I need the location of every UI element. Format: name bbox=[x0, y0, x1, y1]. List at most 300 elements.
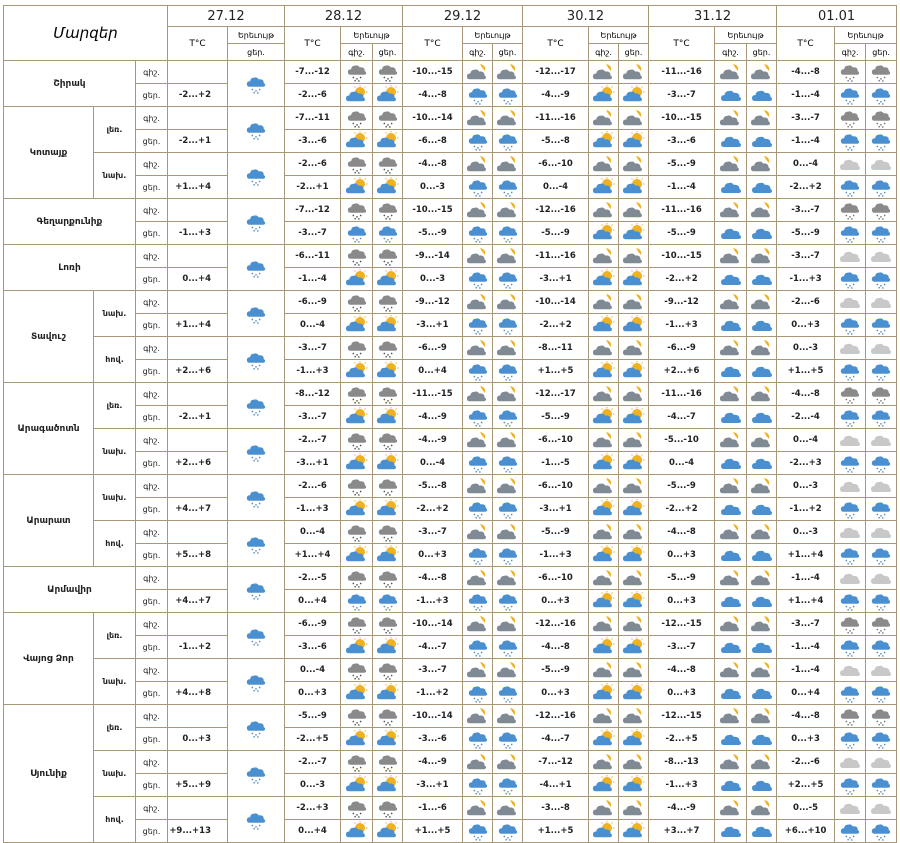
snow-cloud-icon bbox=[866, 498, 896, 520]
snow-cloud-icon bbox=[493, 176, 522, 198]
cloudy-snow-icon bbox=[373, 613, 402, 635]
weather-icon-cell bbox=[747, 751, 777, 774]
moon-cloud-icon bbox=[589, 154, 618, 174]
weather-icon-cell bbox=[866, 314, 897, 337]
temp-range: -4...-7 bbox=[403, 636, 463, 659]
phenomena-header: Երեւույթ bbox=[463, 27, 523, 44]
cloudy-snow-icon bbox=[341, 107, 372, 129]
moon-cloud-icon bbox=[589, 384, 618, 404]
snow-cloud-icon bbox=[463, 820, 492, 842]
table-row bbox=[4, 429, 897, 452]
weather-icon-cell bbox=[589, 636, 619, 659]
temp-range: +2...+6 bbox=[168, 452, 228, 475]
cloudy-snow-icon bbox=[341, 659, 372, 681]
weather-icon-cell bbox=[493, 544, 523, 567]
weather-icon-cell bbox=[373, 107, 403, 130]
sun-cloud-icon bbox=[373, 453, 402, 473]
weather-icon-cell bbox=[228, 291, 285, 337]
snow-cloud-icon bbox=[835, 774, 865, 796]
snow-cloud-icon bbox=[463, 452, 492, 474]
weather-icon-cell bbox=[493, 521, 523, 544]
night-subheader: գիշ. bbox=[835, 44, 866, 61]
region-name: Վայոց Ձոր bbox=[4, 613, 94, 705]
temp-range: -4...-8 bbox=[649, 521, 715, 544]
temp-range: -3...+1 bbox=[523, 268, 589, 291]
temp-range: -3...-7 bbox=[777, 245, 835, 268]
weather-icon-cell bbox=[866, 751, 897, 774]
region-name: Արագածոտն bbox=[4, 383, 94, 475]
sun-cloud-icon bbox=[341, 361, 372, 381]
moon-cloud-icon bbox=[463, 614, 492, 634]
moon-cloud-icon bbox=[463, 62, 492, 82]
moon-cloud-icon bbox=[619, 614, 648, 634]
temp-range: -6...-10 bbox=[523, 475, 589, 498]
weather-icon-cell bbox=[747, 498, 777, 521]
cloudy-snow-icon bbox=[341, 521, 372, 543]
blue-cloud-icon bbox=[715, 683, 746, 703]
temp-range bbox=[168, 245, 228, 268]
blue-cloud-icon bbox=[715, 85, 746, 105]
weather-icon-cell bbox=[835, 820, 866, 843]
regions-header: Մարզեր bbox=[4, 6, 168, 61]
moon-cloud-icon bbox=[715, 660, 746, 680]
weather-icon-cell bbox=[619, 176, 649, 199]
temp-range: -1...-4 bbox=[777, 636, 835, 659]
temp-range: -6...-10 bbox=[523, 429, 589, 452]
weather-icon-cell bbox=[341, 245, 373, 268]
weather-icon-cell bbox=[866, 245, 897, 268]
temp-range: -1...+3 bbox=[285, 498, 341, 521]
weather-icon-cell bbox=[373, 61, 403, 84]
moon-cloud-icon bbox=[463, 568, 492, 588]
sun-cloud-icon bbox=[373, 315, 402, 335]
temp-range: +1...+5 bbox=[777, 360, 835, 383]
weather-icon-cell bbox=[373, 567, 403, 590]
temp-range: -12...-16 bbox=[523, 613, 589, 636]
temp-range: -3...-7 bbox=[285, 337, 341, 360]
weather-icon-cell bbox=[228, 199, 285, 245]
weather-icon-cell bbox=[341, 475, 373, 498]
weather-icon-cell bbox=[715, 314, 747, 337]
weather-icon-cell bbox=[715, 337, 747, 360]
snow-cloud-icon bbox=[835, 452, 865, 474]
zone-label: լեռ. bbox=[94, 383, 136, 429]
temp-range: -5...-9 bbox=[649, 222, 715, 245]
weather-icon-cell bbox=[589, 383, 619, 406]
blue-cloud-icon bbox=[715, 177, 746, 197]
weather-icon-cell bbox=[228, 107, 285, 153]
blue-cloud-icon bbox=[747, 545, 776, 565]
moon-cloud-icon bbox=[747, 476, 776, 496]
night-subheader: գիշ. bbox=[589, 44, 619, 61]
cloudy-snow-icon bbox=[373, 291, 402, 313]
time-of-day: ցեր. bbox=[136, 130, 168, 153]
moon-cloud-icon bbox=[747, 108, 776, 128]
sun-cloud-icon bbox=[619, 177, 648, 197]
weather-icon-cell bbox=[463, 130, 493, 153]
moon-cloud-icon bbox=[493, 752, 522, 772]
weather-icon-cell bbox=[747, 682, 777, 705]
temp-range: -6...-9 bbox=[403, 337, 463, 360]
temp-range: -2...+5 bbox=[285, 728, 341, 751]
moon-cloud-icon bbox=[747, 798, 776, 818]
temp-range: -3...+1 bbox=[403, 314, 463, 337]
temp-range: -12...-15 bbox=[649, 705, 715, 728]
snow-cloud-icon bbox=[463, 498, 492, 520]
weather-icon-cell bbox=[619, 107, 649, 130]
region-name: Կոտայք bbox=[4, 107, 94, 199]
sun-cloud-icon bbox=[373, 499, 402, 519]
weather-icon-cell bbox=[747, 176, 777, 199]
weather-icon-cell bbox=[493, 475, 523, 498]
temp-range: -2...+2 bbox=[777, 176, 835, 199]
moon-cloud-icon bbox=[493, 614, 522, 634]
weather-icon-cell bbox=[493, 728, 523, 751]
temp-range: -5...-8 bbox=[403, 475, 463, 498]
weather-icon-cell bbox=[619, 452, 649, 475]
moon-cloud-icon bbox=[589, 62, 618, 82]
weather-icon-cell bbox=[835, 360, 866, 383]
moon-cloud-icon bbox=[493, 798, 522, 818]
temp-range: 0...-4 bbox=[285, 521, 341, 544]
sun-cloud-icon bbox=[589, 315, 618, 335]
weather-icon-cell bbox=[493, 429, 523, 452]
moon-cloud-icon bbox=[715, 200, 746, 220]
weather-icon-cell bbox=[835, 682, 866, 705]
weather-icon-cell bbox=[747, 130, 777, 153]
temp-range: -3...-7 bbox=[285, 222, 341, 245]
weather-icon-cell bbox=[835, 84, 866, 107]
weather-icon-cell bbox=[747, 337, 777, 360]
zone-label: հով. bbox=[94, 797, 136, 843]
time-of-day: գիշ. bbox=[136, 613, 168, 636]
temp-range: -1...-4 bbox=[777, 130, 835, 153]
weather-icon-cell bbox=[341, 774, 373, 797]
weather-icon-cell bbox=[589, 613, 619, 636]
temp-range: -3...-7 bbox=[403, 659, 463, 682]
weather-icon-cell bbox=[493, 452, 523, 475]
temp-range: 0...+3 bbox=[168, 728, 228, 751]
snow-cloud-icon bbox=[463, 84, 492, 106]
weather-icon-cell bbox=[715, 636, 747, 659]
weather-icon-cell bbox=[866, 636, 897, 659]
sun-cloud-icon bbox=[619, 85, 648, 105]
time-of-day: գիշ. bbox=[136, 337, 168, 360]
time-of-day: ցեր. bbox=[136, 728, 168, 751]
moon-cloud-icon bbox=[463, 292, 492, 312]
snow-cloud-icon bbox=[463, 130, 492, 152]
zone-label: հով. bbox=[94, 521, 136, 567]
temp-range: -10...-15 bbox=[649, 107, 715, 130]
table-row bbox=[4, 774, 897, 797]
temp-range: -3...-6 bbox=[285, 636, 341, 659]
blue-cloud-icon bbox=[747, 453, 776, 473]
moon-cloud-icon bbox=[715, 338, 746, 358]
moon-cloud-icon bbox=[619, 522, 648, 542]
snow-cloud-icon bbox=[228, 763, 284, 785]
sun-cloud-icon bbox=[341, 545, 372, 565]
weather-icon-cell bbox=[463, 406, 493, 429]
sun-cloud-icon bbox=[373, 683, 402, 703]
date-header: 30.12 bbox=[523, 6, 649, 27]
region-name: Տավուշ bbox=[4, 291, 94, 383]
temp-range: 0...+3 bbox=[777, 728, 835, 751]
region-name: Լոռի bbox=[4, 245, 136, 291]
snow-cloud-icon bbox=[373, 222, 402, 244]
moon-cloud-icon bbox=[747, 568, 776, 588]
sun-cloud-icon bbox=[589, 85, 618, 105]
weather-icon-cell bbox=[619, 659, 649, 682]
weather-icon-cell bbox=[715, 567, 747, 590]
temp-range: -6...-10 bbox=[523, 153, 589, 176]
table-row bbox=[4, 636, 897, 659]
haze-moon-icon bbox=[835, 292, 865, 312]
weather-icon-cell bbox=[373, 728, 403, 751]
snow-cloud-icon bbox=[341, 590, 372, 612]
snow-cloud-icon bbox=[228, 717, 284, 739]
snow-cloud-icon bbox=[493, 84, 522, 106]
weather-icon-cell bbox=[373, 314, 403, 337]
sun-cloud-icon bbox=[589, 545, 618, 565]
temp-range: +1...+4 bbox=[777, 544, 835, 567]
weather-icon-cell bbox=[715, 705, 747, 728]
temp-range bbox=[168, 107, 228, 130]
temp-range: 0...+3 bbox=[403, 544, 463, 567]
weather-icon-cell bbox=[493, 498, 523, 521]
weather-icon-cell bbox=[493, 682, 523, 705]
weather-icon-cell bbox=[341, 153, 373, 176]
temp-range: 0...+4 bbox=[168, 268, 228, 291]
snow-cloud-icon bbox=[866, 84, 896, 106]
snow-cloud-icon bbox=[866, 728, 896, 750]
weather-icon-cell bbox=[835, 567, 866, 590]
cloudy-snow-icon bbox=[373, 751, 402, 773]
temp-range: +1...+5 bbox=[523, 360, 589, 383]
temp-header: T°C bbox=[649, 27, 715, 61]
weather-icon-cell bbox=[715, 659, 747, 682]
moon-cloud-icon bbox=[747, 522, 776, 542]
weather-icon-cell bbox=[341, 222, 373, 245]
moon-cloud-icon bbox=[715, 522, 746, 542]
temp-range bbox=[168, 751, 228, 774]
temp-range: -9...-12 bbox=[649, 291, 715, 314]
weather-icon-cell bbox=[619, 820, 649, 843]
date-header: 29.12 bbox=[403, 6, 523, 27]
snow-cloud-icon bbox=[341, 222, 372, 244]
weather-icon-cell bbox=[715, 452, 747, 475]
moon-cloud-icon bbox=[715, 568, 746, 588]
weather-icon-cell bbox=[747, 590, 777, 613]
weather-icon-cell bbox=[463, 245, 493, 268]
weather-icon-cell bbox=[589, 199, 619, 222]
weather-icon-cell bbox=[835, 61, 866, 84]
moon-cloud-icon bbox=[493, 568, 522, 588]
time-of-day: ցեր. bbox=[136, 314, 168, 337]
weather-icon-cell bbox=[619, 567, 649, 590]
grey-cloud-icon bbox=[835, 61, 865, 83]
snow-cloud-icon bbox=[835, 176, 865, 198]
cloudy-snow-icon bbox=[341, 475, 372, 497]
snow-cloud-icon bbox=[463, 682, 492, 704]
weather-icon-cell bbox=[715, 774, 747, 797]
temp-range: -3...-7 bbox=[403, 521, 463, 544]
table-row bbox=[4, 130, 897, 153]
weather-icon-cell bbox=[589, 291, 619, 314]
moon-cloud-icon bbox=[619, 798, 648, 818]
blue-cloud-icon bbox=[715, 407, 746, 427]
haze-moon-icon bbox=[866, 246, 896, 266]
weather-icon-cell bbox=[373, 268, 403, 291]
snow-cloud-icon bbox=[463, 728, 492, 750]
weather-icon-cell bbox=[373, 590, 403, 613]
weather-icon-cell bbox=[341, 590, 373, 613]
time-of-day: ցեր. bbox=[136, 222, 168, 245]
weather-icon-cell bbox=[866, 498, 897, 521]
temp-range: -1...+3 bbox=[285, 360, 341, 383]
sun-cloud-icon bbox=[619, 131, 648, 151]
moon-cloud-icon bbox=[715, 108, 746, 128]
cloudy-snow-icon bbox=[341, 751, 372, 773]
sun-cloud-icon bbox=[619, 499, 648, 519]
cloudy-snow-icon bbox=[341, 337, 372, 359]
date-header: 27.12 bbox=[168, 6, 285, 27]
time-of-day: ցեր. bbox=[136, 682, 168, 705]
temp-range: -1...-5 bbox=[523, 452, 589, 475]
temp-header: T°C bbox=[285, 27, 341, 61]
moon-cloud-icon bbox=[619, 752, 648, 772]
sun-cloud-icon bbox=[589, 361, 618, 381]
sun-cloud-icon bbox=[589, 499, 618, 519]
temp-range bbox=[168, 429, 228, 452]
weather-icon-cell bbox=[463, 268, 493, 291]
snow-cloud-icon bbox=[835, 130, 865, 152]
sun-cloud-icon bbox=[619, 315, 648, 335]
moon-cloud-icon bbox=[493, 706, 522, 726]
blue-cloud-icon bbox=[747, 407, 776, 427]
cloudy-snow-icon bbox=[341, 61, 372, 83]
weather-icon-cell bbox=[866, 199, 897, 222]
weather-icon-cell bbox=[866, 820, 897, 843]
time-of-day: գիշ. bbox=[136, 107, 168, 130]
moon-cloud-icon bbox=[463, 108, 492, 128]
weather-icon-cell bbox=[463, 567, 493, 590]
weather-icon-cell bbox=[463, 751, 493, 774]
temp-range: -9...-12 bbox=[403, 291, 463, 314]
temp-range bbox=[168, 521, 228, 544]
temp-range: -7...-12 bbox=[285, 61, 341, 84]
blue-cloud-icon bbox=[715, 499, 746, 519]
weather-icon-cell bbox=[747, 61, 777, 84]
weather-icon-cell bbox=[463, 291, 493, 314]
weather-icon-cell bbox=[866, 452, 897, 475]
weather-icon-cell bbox=[835, 337, 866, 360]
sun-cloud-icon bbox=[373, 407, 402, 427]
time-of-day: ցեր. bbox=[136, 406, 168, 429]
day-subheader: ցեր. bbox=[493, 44, 523, 61]
table-row bbox=[4, 314, 897, 337]
weather-icon-cell bbox=[715, 268, 747, 291]
weather-icon-cell bbox=[747, 268, 777, 291]
weather-icon-cell bbox=[341, 613, 373, 636]
table-row bbox=[4, 107, 897, 130]
snow-cloud-icon bbox=[866, 452, 896, 474]
weather-icon-cell bbox=[463, 797, 493, 820]
weather-icon-cell bbox=[463, 659, 493, 682]
snow-cloud-icon bbox=[493, 498, 522, 520]
sun-cloud-icon bbox=[341, 315, 372, 335]
snow-cloud-icon bbox=[835, 728, 865, 750]
haze-moon-icon bbox=[835, 568, 865, 588]
weather-icon-cell bbox=[228, 245, 285, 291]
temp-range: +1...+5 bbox=[523, 820, 589, 843]
temp-range: 0...+3 bbox=[523, 682, 589, 705]
weather-icon-cell bbox=[589, 153, 619, 176]
sun-cloud-icon bbox=[341, 177, 372, 197]
temp-header: T°C bbox=[168, 27, 228, 61]
temp-range: -11...-16 bbox=[649, 383, 715, 406]
moon-cloud-icon bbox=[715, 154, 746, 174]
table-row bbox=[4, 820, 897, 843]
time-of-day: ցեր. bbox=[136, 544, 168, 567]
weather-icon-cell bbox=[228, 61, 285, 107]
haze-moon-icon bbox=[866, 430, 896, 450]
temp-range: -11...-16 bbox=[523, 107, 589, 130]
snow-cloud-icon bbox=[493, 360, 522, 382]
temp-range: -5...-9 bbox=[403, 222, 463, 245]
grey-cloud-icon bbox=[866, 383, 896, 405]
weather-icon-cell bbox=[589, 268, 619, 291]
weather-icon-cell bbox=[341, 751, 373, 774]
weather-icon-cell bbox=[589, 682, 619, 705]
cloudy-snow-icon bbox=[341, 245, 372, 267]
weather-icon-cell bbox=[228, 705, 285, 751]
time-of-day: գիշ. bbox=[136, 245, 168, 268]
table-row bbox=[4, 567, 897, 590]
weather-icon-cell bbox=[341, 682, 373, 705]
weather-icon-cell bbox=[341, 636, 373, 659]
table-row bbox=[4, 590, 897, 613]
weather-icon-cell bbox=[619, 360, 649, 383]
table-row bbox=[4, 452, 897, 475]
temp-range: -2...-6 bbox=[777, 291, 835, 314]
weather-icon-cell bbox=[619, 751, 649, 774]
haze-moon-icon bbox=[835, 522, 865, 542]
weather-icon-cell bbox=[747, 84, 777, 107]
weather-icon-cell bbox=[493, 567, 523, 590]
weather-icon-cell bbox=[341, 406, 373, 429]
weather-icon-cell bbox=[341, 820, 373, 843]
blue-cloud-icon bbox=[715, 591, 746, 611]
weather-icon-cell bbox=[747, 406, 777, 429]
weather-icon-cell bbox=[715, 153, 747, 176]
blue-cloud-icon bbox=[747, 269, 776, 289]
temp-range bbox=[168, 337, 228, 360]
haze-moon-icon bbox=[835, 476, 865, 496]
temp-range: -1...+2 bbox=[168, 636, 228, 659]
sun-cloud-icon bbox=[589, 775, 618, 795]
temp-range: -8...-12 bbox=[285, 383, 341, 406]
temp-range: -3...+1 bbox=[285, 452, 341, 475]
sun-cloud-icon bbox=[619, 775, 648, 795]
moon-cloud-icon bbox=[619, 660, 648, 680]
snow-cloud-icon bbox=[835, 820, 865, 842]
weather-icon-cell bbox=[373, 153, 403, 176]
weather-icon-cell bbox=[341, 107, 373, 130]
weather-icon-cell bbox=[866, 406, 897, 429]
blue-cloud-icon bbox=[715, 729, 746, 749]
weather-icon-cell bbox=[747, 475, 777, 498]
weather-icon-cell bbox=[619, 590, 649, 613]
